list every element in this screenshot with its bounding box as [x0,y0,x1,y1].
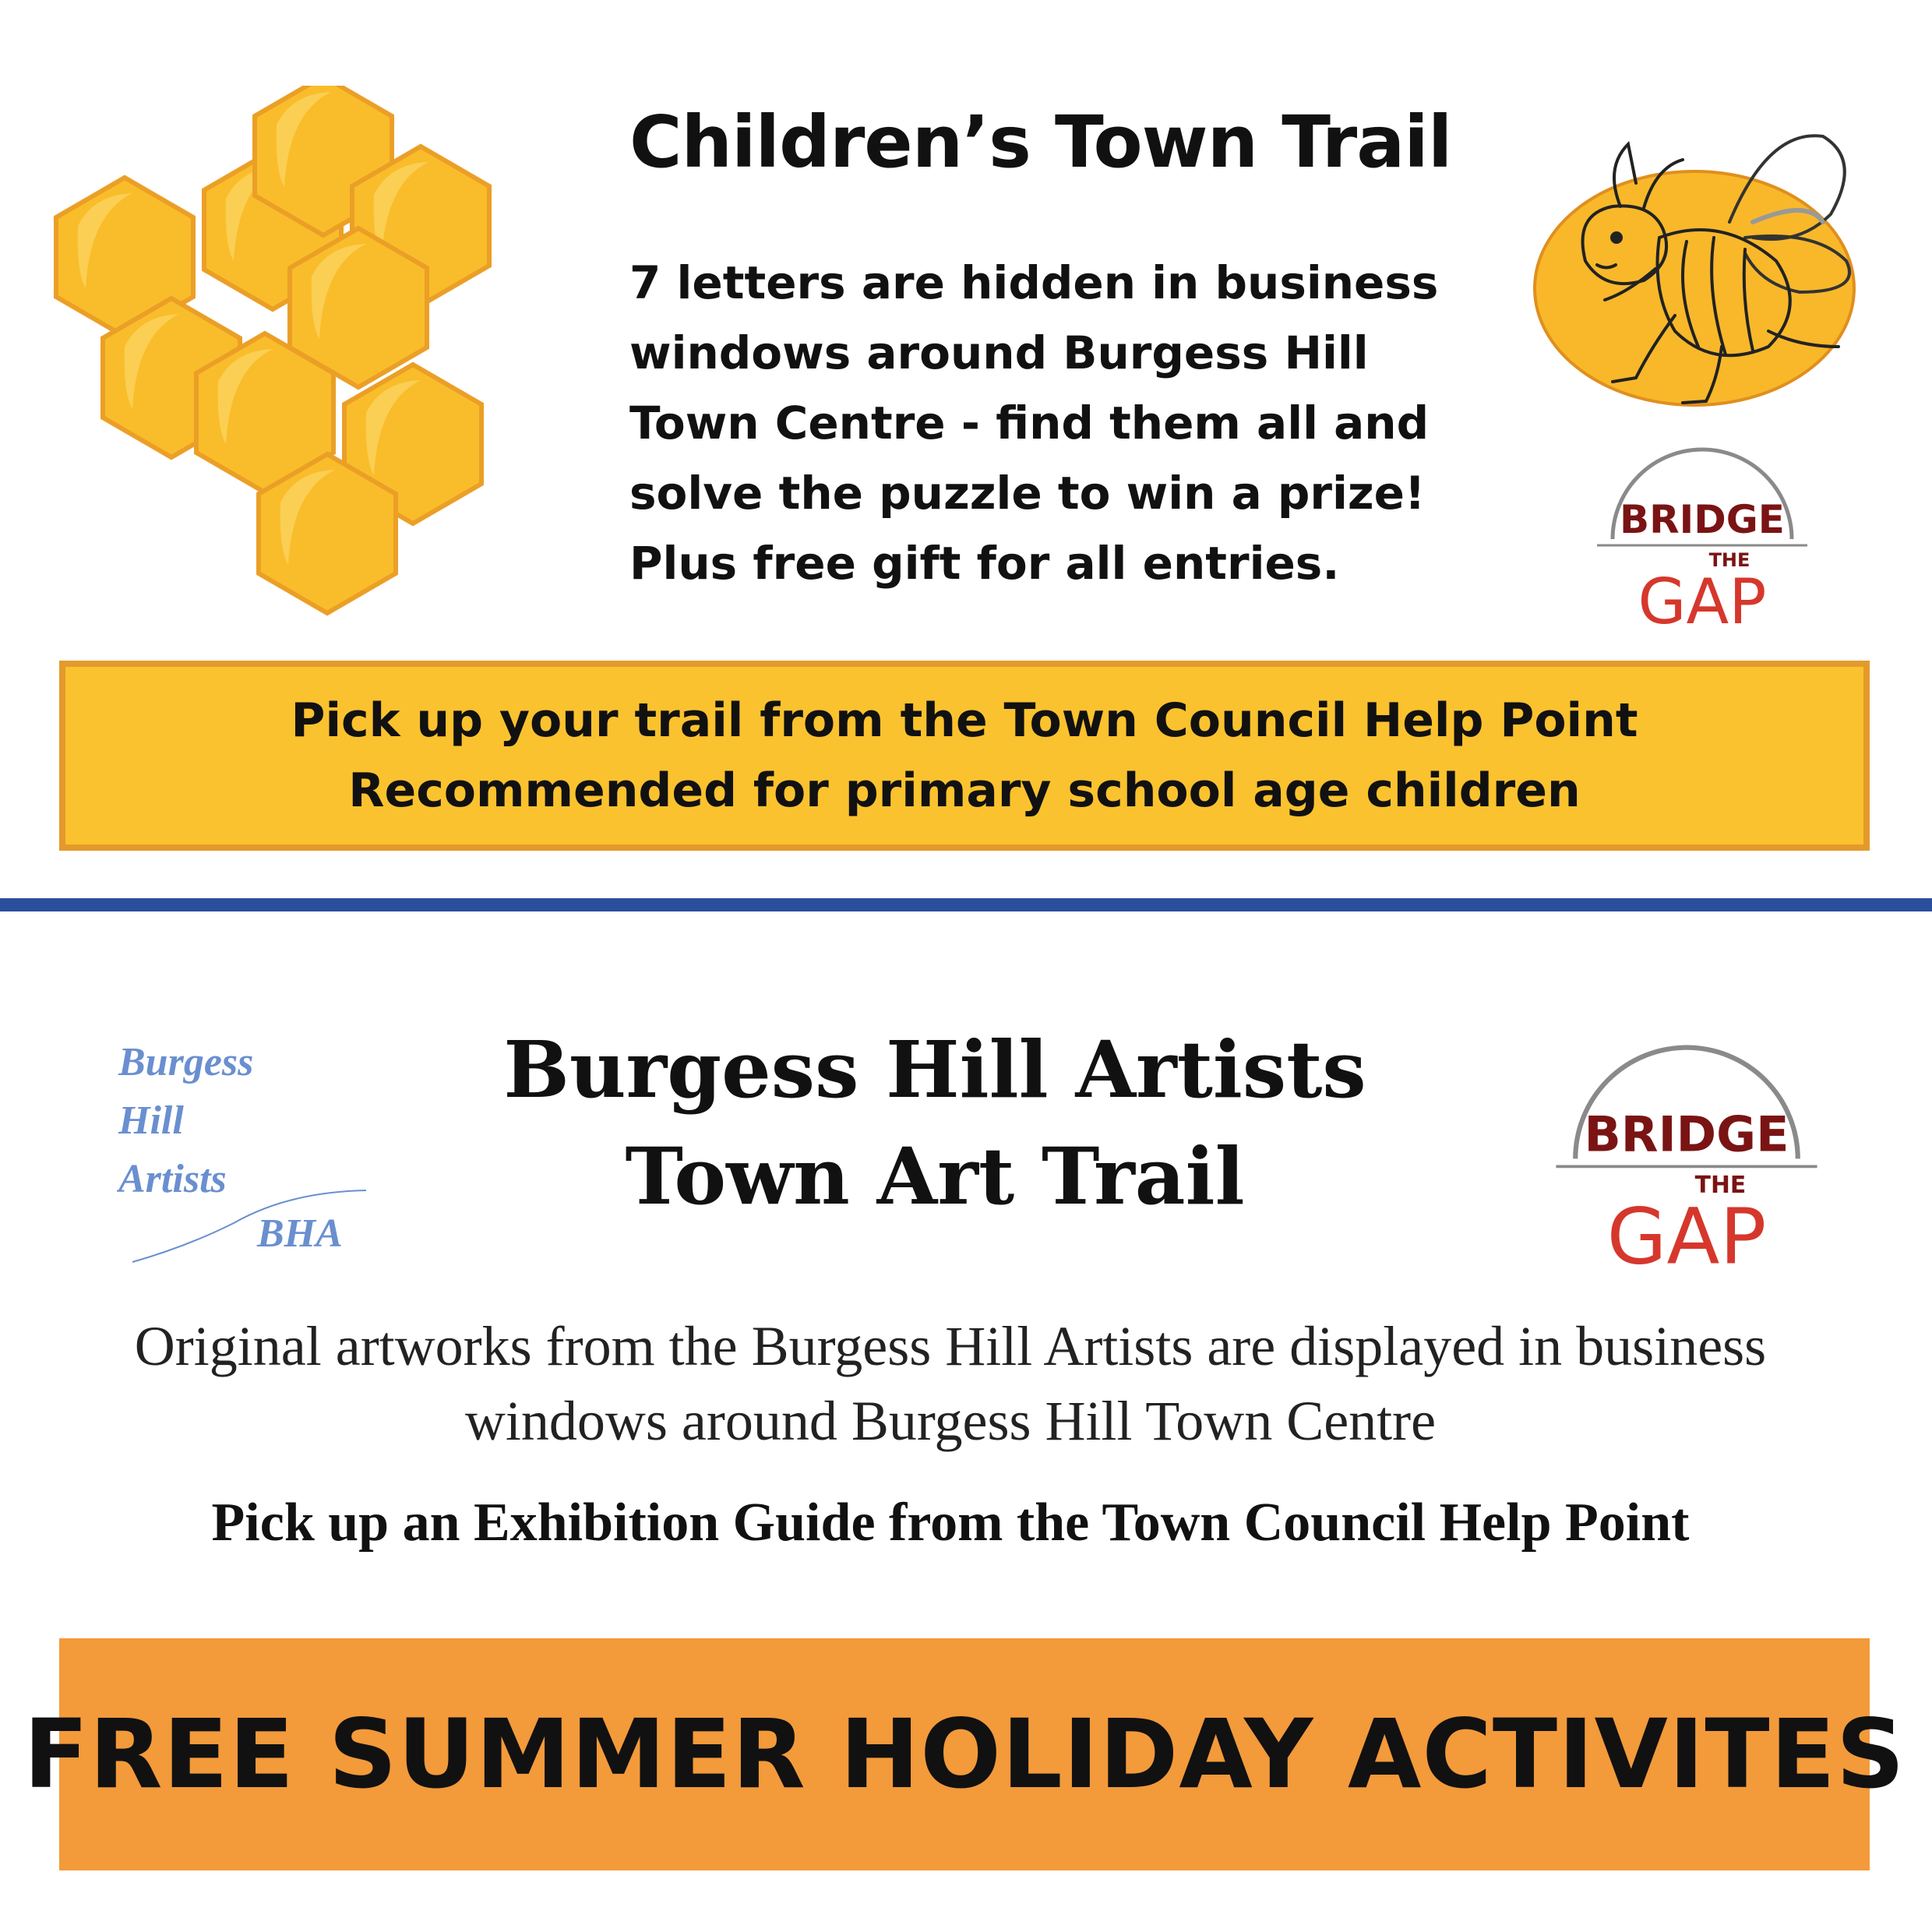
free-activities-banner [23,1638,1906,1870]
trail-pickup-banner [59,661,1870,851]
btg-word-the: THE [1694,1171,1747,1199]
bha-initials: BHA [257,1211,343,1256]
art-trail-title [467,1017,1402,1230]
art-trail-description: Original artworks from the Burgess Hill Artists are displayed in business windows around Burgess Hill Town Centre [134,1315,1767,1452]
bha-logo [117,1036,374,1270]
free-activities-text: FREE SUMMER HOLIDAY ACTIVITES [23,1699,1906,1810]
btg-word-gap: GAP [1606,1192,1767,1278]
btg-word-the: THE [1708,549,1750,571]
btg-word-gap: GAP [1638,566,1767,633]
art-trail-pickup: Pick up an Exhibition Guide from the Town Council Help Point [211,1493,1690,1553]
btg-word-bridge: BRIDGE [1584,1105,1789,1163]
bha-line-artists: Artists [118,1157,227,1201]
bha-line-hill: Hill [118,1098,184,1143]
honeycomb-icon [47,86,561,623]
bee-icon [1519,113,1893,417]
section-divider [0,898,1932,911]
trail-age-line: Recommended for primary school age children [348,763,1581,818]
kids-trail-title: Children’s Town Trail [629,100,1452,184]
trail-pickup-line: Pick up your trail from the Town Council Help Point [291,693,1638,748]
kids-trail-description: 7 letters are hidden in business windows around Burgess Hill Town Centre - find them all and solve the puzzle to win a prize! Plus free gift for all entries. [629,256,1439,590]
art-trail-title-line-1: Burgess Hill Artists [503,1024,1366,1116]
bha-line-burgess: Burgess [118,1040,254,1084]
bridge-the-gap-logo [1589,430,1815,633]
art-trail-title-line-2: Town Art Trail [625,1130,1245,1222]
bridge-the-gap-logo [1546,1021,1827,1278]
btg-word-bridge: BRIDGE [1620,497,1785,542]
